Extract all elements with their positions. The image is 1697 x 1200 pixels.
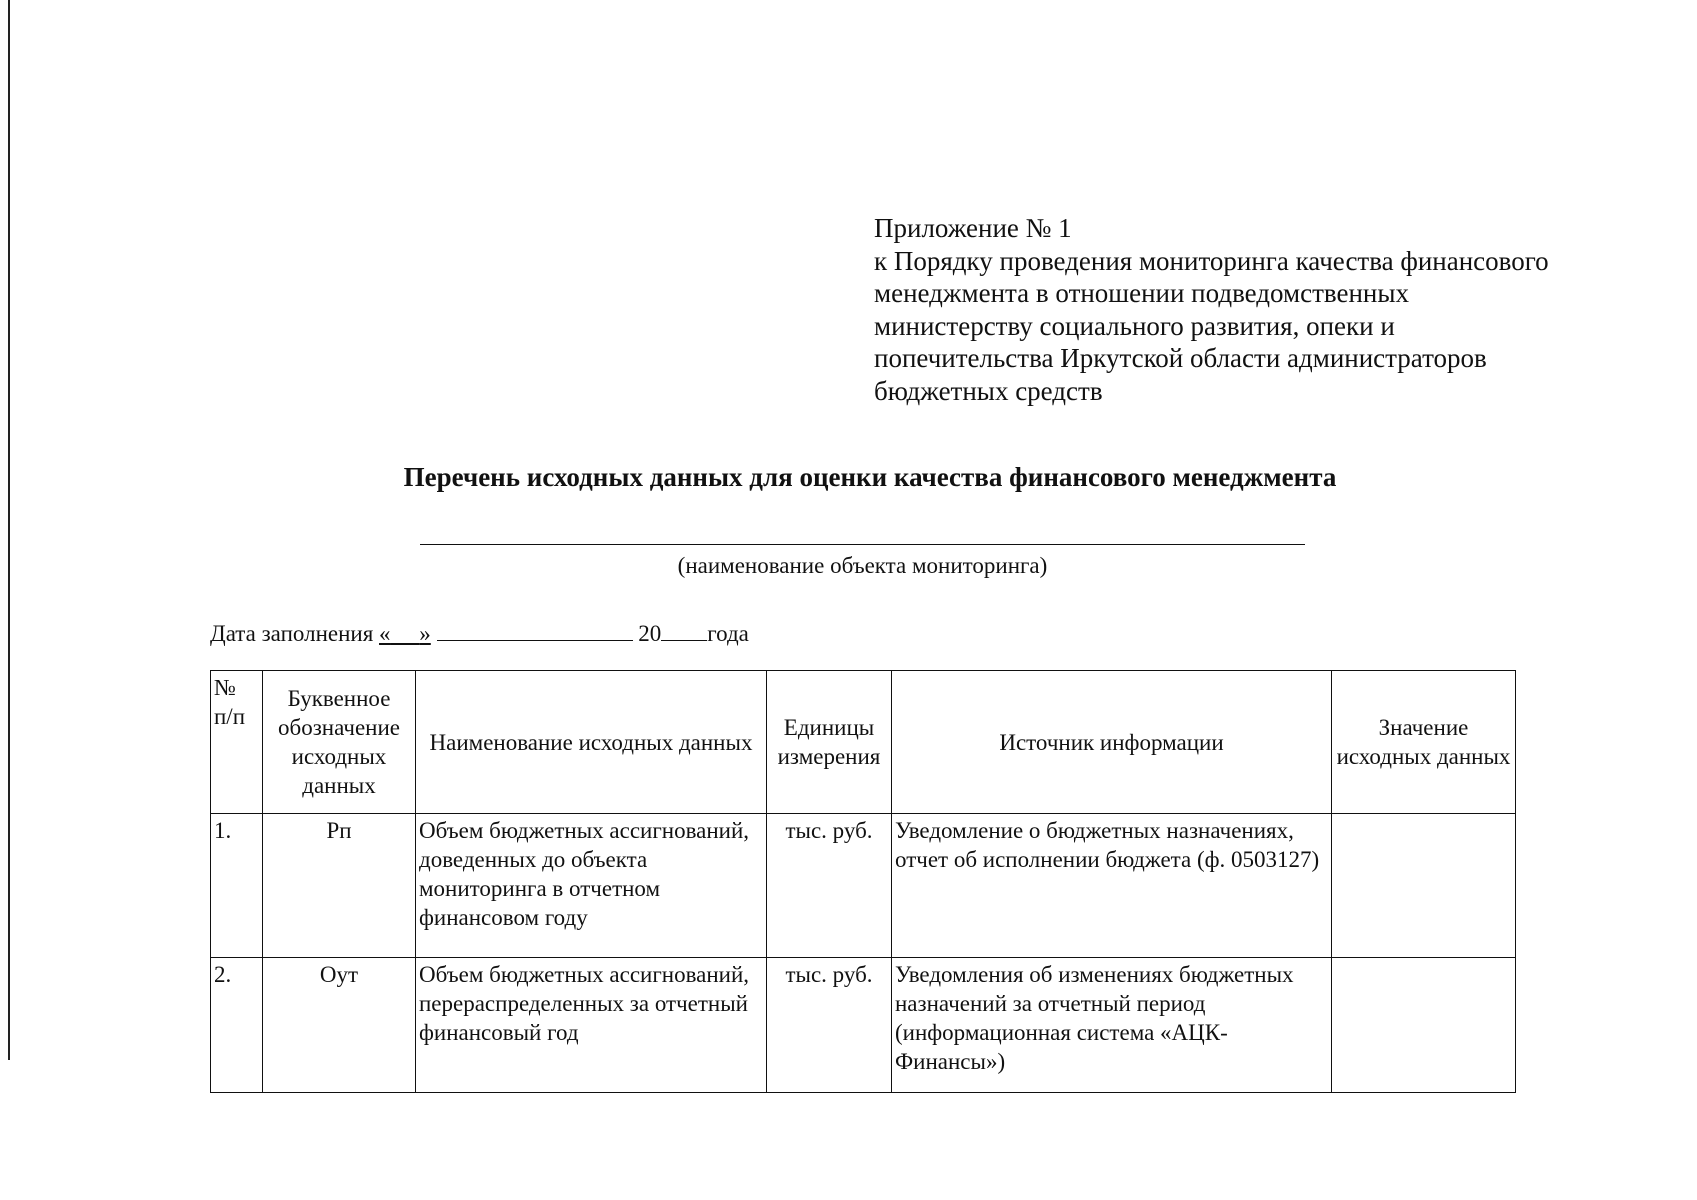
cell-code: Оут [263,958,416,1093]
object-name-caption: (наименование объекта мониторинга) [677,553,1048,578]
header-source: Источник информации [892,671,1332,814]
cell-name: Объем бюджетных ассигнований, доведенных до объекта мониторинга в отчетном финансовом году [416,814,767,958]
cell-value-input[interactable] [1332,958,1516,1093]
fill-date-year-field[interactable] [661,622,707,641]
appendix-line: министерству социального развития, опеки и [874,310,1395,341]
fill-date-year-prefix: 20 [638,621,662,646]
cell-name: Объем бюджетных ассигнований, перераспределенных за отчетный финансовый год [416,958,767,1093]
appendix-line: к Порядку проведения мониторинга качества финансового [874,245,1549,276]
table-row [211,814,1516,958]
header-num: № п/п [211,671,263,814]
appendix-line: менеджмента в отношении подведомственных [874,278,1410,308]
cell-num: 2. [211,958,263,1093]
cell-num: 1. [211,814,263,958]
header-value: Значение исходных данных [1332,671,1516,814]
object-name-blank[interactable] [420,544,1305,545]
close-quote: » [419,621,431,646]
table-row [211,958,1516,1093]
fill-date-row [210,621,749,647]
appendix-line: бюджетных средств [874,375,1103,406]
header-name: Наименование исходных данных [416,671,767,814]
cell-source: Уведомление о бюджетных назначениях, отчет об исполнении бюджета (ф. 0503127) [892,814,1332,958]
document-title: Перечень исходных данных для оценки качества финансового менеджмента [403,462,1337,492]
fill-date-label: Дата заполнения [210,621,374,646]
appendix-reference [874,212,1654,407]
appendix-line: попечительства Иркутской области администраторов [874,343,1487,373]
open-quote: « [379,621,391,646]
source-data-table [210,670,1516,1093]
cell-unit: тыс. руб. [767,814,892,958]
cell-code: Рп [263,814,416,958]
scan-edge-line [8,0,10,1060]
appendix-line: Приложение № 1 [874,213,1072,243]
fill-date-month-field[interactable] [437,622,633,641]
fill-date-year-suffix: года [707,621,749,646]
cell-unit: тыс. руб. [767,958,892,1093]
table-header-row [211,671,1516,814]
fill-date-day-field[interactable] [379,621,431,646]
header-unit: Единицы измерения [767,671,892,814]
cell-source: Уведомления об изменениях бюджетных назначений за отчетный период (информационная система «АЦК-Финансы») [892,958,1332,1093]
header-code: Буквенное обозначение исходных данных [263,671,416,814]
cell-value-input[interactable] [1332,814,1516,958]
